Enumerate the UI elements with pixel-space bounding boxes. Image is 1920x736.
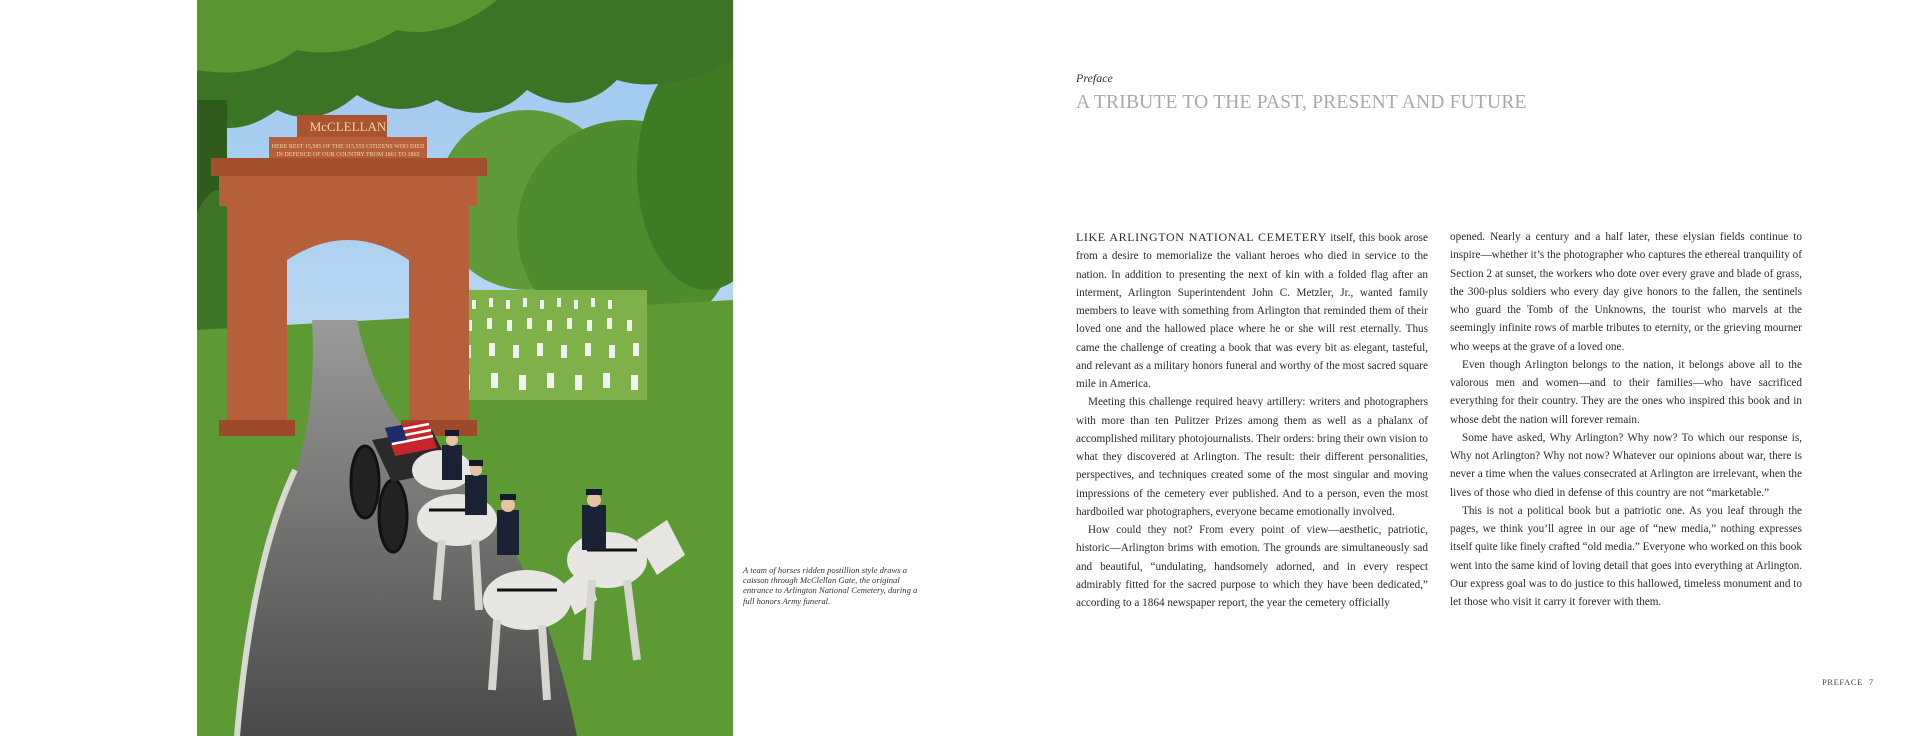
gate-inscription-line-2: IN DEFENCE OF OUR COUNTRY FROM 1861 TO 1865 (276, 152, 420, 158)
gate-inscription-line-1: HERE REST 15,585 OF THE 315,555 CITIZENS WHO DIED (271, 144, 425, 150)
section-kicker: Preface (1076, 71, 1113, 85)
paragraph: Even though Arlington belongs to the nation, it belongs above all to the valorous men and women—and to their families—who have sacrificed everything for their country. They are the ones who inspired this book and in whose debt the nation will forever remain. (1450, 358, 1802, 426)
paragraph: This is not a political book but a patriotic one. As you leaf through the pages, we think you’ll agree in our age of “new media,” nothing expresses itself quite like finely crafted “old media.” Everyone who worked on this book went into the same kind of loving detail that goes into everything at Arlington. Our express goal was to do justice to this hallowed, timeless monument and to let those who visit it carry it forever with them. (1450, 504, 1802, 608)
text-column-left (1076, 228, 1428, 612)
footer-section-label: PREFACE (1822, 677, 1863, 687)
paragraph-text: itself, this book arose from a desire to memorialize the valiant heroes who died in service to the nation. In addition to presenting the next of kin with a folded flag after an interment, Arlington Superintendent John C. Metzler, Jr., wanted family members to leave with something from Arlington that reminded them of their loved one and the hallowed place where he or she will rest eternally. Thus came the challenge of creating a book that was every bit as elegant, tasteful, and relevant as a military honors funeral and worthy of the most sacred square mile in America. (1076, 232, 1428, 390)
page-number: 7 (1868, 677, 1874, 687)
gate-name-inscription: McCLELLAN (309, 119, 387, 134)
text-column-right (1450, 228, 1802, 611)
paragraph: opened. Nearly a century and a half later, these elysian fields continue to inspire—whether it’s the photographer who captures the ethereal tranquility of Section 2 at sunset, the workers who dote over every grave and blade of grass, the 300-plus soldiers who every day give honors to the fallen, the sentinels who guard the Tomb of the Unknowns, the tourist who marvels at the seemingly infinite rows of marble tributes to eternity, or the grieving mourner who weeps at the grave of a loved one. (1450, 231, 1802, 353)
paragraph: Meeting this challenge required heavy artillery: writers and photographers with more than ten Pulitzer Prizes among them as well as a phalanx of accomplished military photojournalists. Their orders: bring their own vision to what they discovered at Arlington. The result: their different personalities, perspectives, and techniques created some of the most singular and moving impressions of the cemetery ever published. And to a person, even the most hardboiled war photographers, everyone became emotionally involved. (1076, 396, 1428, 518)
funeral-caisson-photo (197, 0, 733, 736)
paragraph: Some have asked, Why Arlington? Why now? To which our response is, Why not Arlington? Why not now? Whatever our opinions about war, there is never a time when the values consecrated at Arlington are irrelevant, when the lives of those who died in defense of this country are not “marketable.” (1450, 431, 1802, 499)
paragraph (1076, 228, 1428, 393)
paragraph: How could they not? From every point of view—aesthetic, patriotic, historic—Arlington brims with emotion. The grounds are simultaneously sad and beautiful, “undulating, handsomely adorned, and in every respect admirably fitted for the sacred purpose to which they have been dedicated,” according to a 1864 newspaper report, the year the cemetery officially (1076, 524, 1428, 609)
photo-caption: A team of horses ridden postillion style draws a caisson through McClellan Gate, the original entrance to Arlington National Cemetery, during a full honors Army funeral. (743, 565, 918, 606)
chapter-title: A TRIBUTE TO THE PAST, PRESENT AND FUTURE (1076, 92, 1527, 113)
running-footer (1822, 677, 1874, 687)
lead-in-small-caps: LIKE ARLINGTON NATIONAL CEMETERY (1076, 230, 1327, 244)
